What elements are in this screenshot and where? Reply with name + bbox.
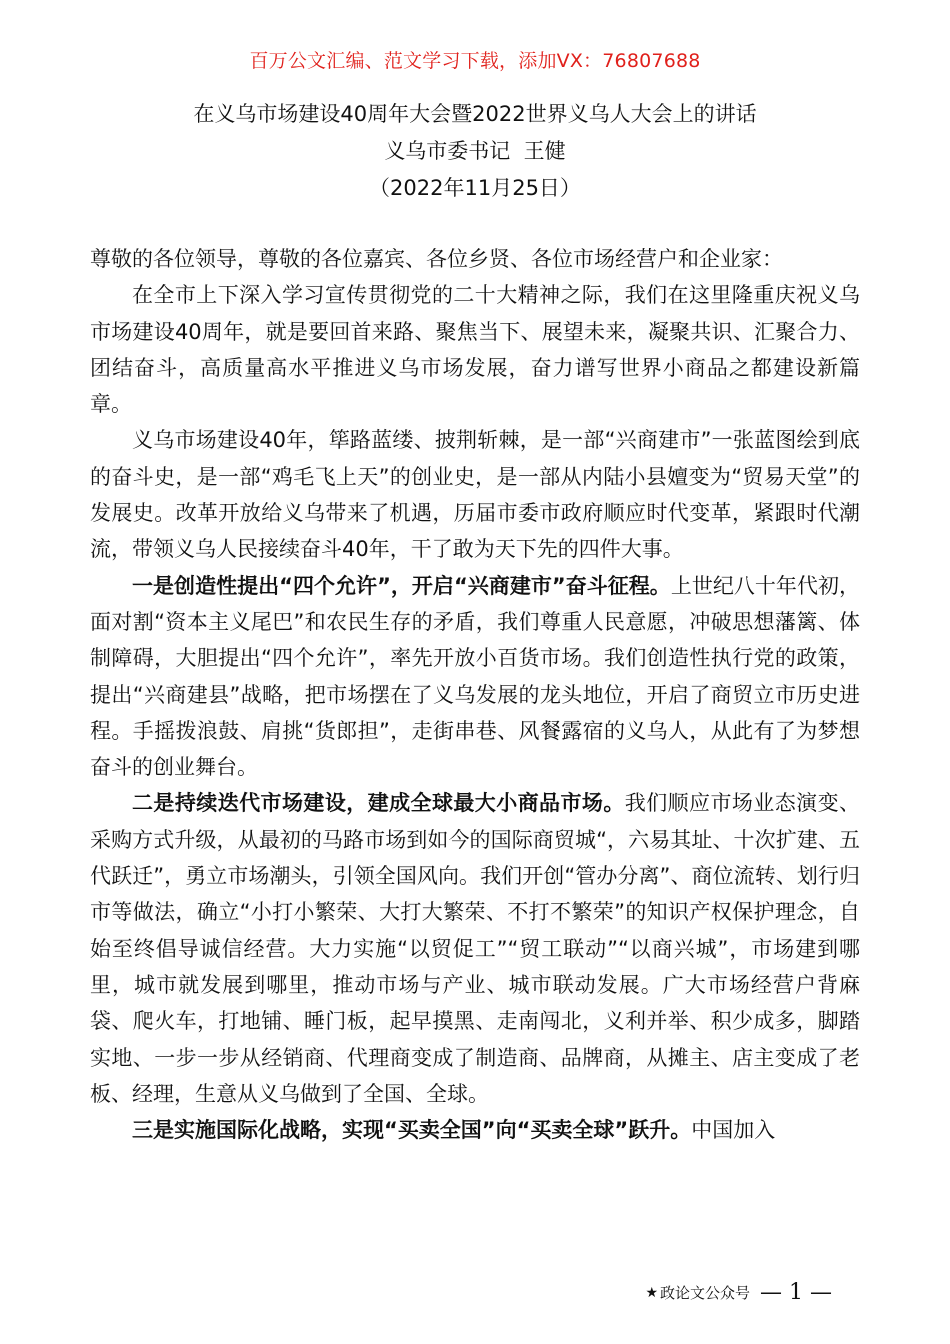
speech-author: 义乌市委书记 王健 (384, 139, 566, 163)
paragraph-5 (90, 1112, 860, 1148)
title-block (0, 96, 950, 207)
star-icon: ★ (645, 1284, 658, 1301)
page-number: — 1 — (760, 1280, 832, 1305)
paragraph-4-heading: 二是持续迭代市场建设，建成全球最大小商品市场。 (132, 791, 625, 816)
speech-title: 在义乌市场建设40周年大会暨2022世界义乌人大会上的讲话 (193, 102, 757, 126)
paragraph-1: 在全市上下深入学习宣传贯彻党的二十大精神之际，我们在这里隆重庆祝义乌市场建设40周年，就是要回首来路、聚焦当下、展望未来，凝聚共识、汇聚合力、团结奋斗，高质量高水平推进义乌市场发展，奋力谱写世界小商品之都建设新篇章。 (90, 283, 860, 417)
page-footer (645, 1280, 832, 1305)
paragraph-3-heading: 一是创造性提出“四个允许”，开启“兴商建市”奋斗征程。 (132, 573, 671, 598)
paragraph-5-text: 中国加入 (691, 1118, 776, 1143)
paragraph-3 (90, 568, 860, 786)
salutation: 尊敬的各位领导，尊敬的各位嘉宾、各位乡贤、各位市场经营户和企业家： (90, 247, 783, 271)
header-notice: 百万公文汇编、范文学习下载，添加VX：76807688 (249, 50, 701, 72)
footer-source: 政论文公众号 (660, 1284, 751, 1302)
paragraph-5-heading: 三是实施国际化战略，实现“买卖全国”向“买卖全球”跃升。 (132, 1118, 692, 1143)
speech-body (90, 241, 860, 1148)
paragraph-4-text: 我们顺应市场业态演变、采购方式升级，从最初的马路市场到如今的国际商贸城“，六易其址、十次扩建、五代跃迁”，勇立市场潮头，引领全国风向。我们开创“管办分离”、商位流转、划行归市等做法，确立“小打小繁荣、大打大繁荣、不打不繁荣”的知识产权保护理念，自始至终倡导诚信经营。大力实施“以贸促工”“贸工联动”“以商兴城”，市场建到哪里，城市就发展到哪里，推动市场与产业、城市联动发展。广大市场经营户背麻袋、爬火车，打地铺、睡门板，起早摸黑、走南闯北，义利并举、积少成多，脚踏实地、一步一步从经销商、代理商变成了制造商、品牌商，从摊主、店主变成了老板、经理，生意从义乌做到了全国、全球。 (90, 791, 861, 1106)
paragraph-4 (90, 785, 860, 1112)
paragraph-3-text: 上世纪八十年代初，面对割“资本主义尾巴”和农民生存的矛盾，我们尊重人民意愿，冲破思想藩篱、体制障碍，大胆提出“四个允许”，率先开放小百货市场。我们创造性执行党的政策，提出“兴商建县”战略，把市场摆在了义乌发展的龙头地位，开启了商贸立市历史进程。手摇拨浪鼓、肩挑“货郎担”，走街串巷、风餐露宿的义乌人，从此有了为梦想奋斗的创业舞台。 (90, 573, 860, 780)
speech-date: （2022年11月25日） (369, 176, 581, 200)
paragraph-2: 义乌市场建设40年，筚路蓝缕、披荆斩棘，是一部“兴商建市”一张蓝图绘到底的奋斗史，是一部“鸡毛飞上天”的创业史，是一部从内陆小县嬗变为“贸易天堂”的发展史。改革开放给义乌带来了机遇，历届市委市政府顺应时代变革，紧跟时代潮流，带领义乌人民接续奋斗40年，干了敢为天下先的四件大事。 (90, 428, 860, 562)
